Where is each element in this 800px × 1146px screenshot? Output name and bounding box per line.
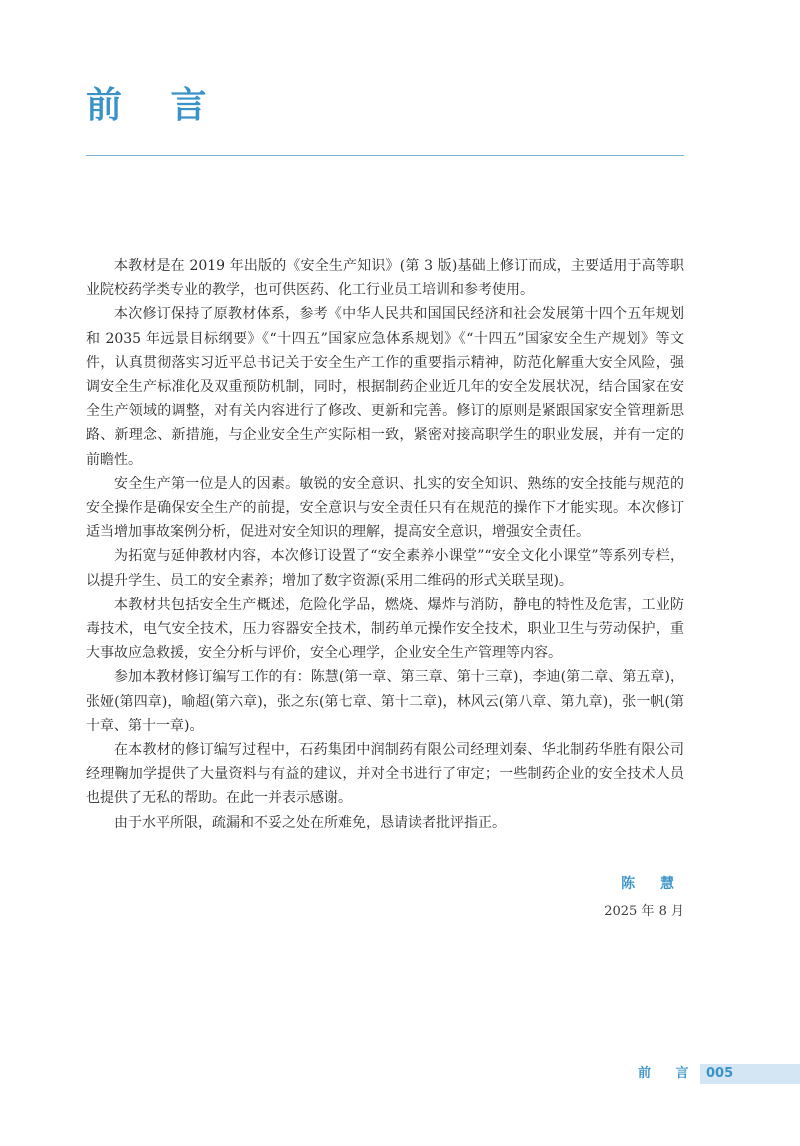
signature-date: 2025 年 8 月 bbox=[604, 904, 684, 919]
paragraph-3: 安全生产第一位是人的因素。敏锐的安全意识、扎实的安全知识、熟练的安全技能与规范的安全操作是确保安全生产的前提，安全意识与安全责任只有在规范的操作下才能实现。本次修订适当增加事故案例分析，促进对安全知识的理解，提高安全意识，增强安全责任。 bbox=[86, 475, 684, 541]
author-signature: 陈 慧 bbox=[621, 876, 684, 892]
paragraph-5: 本教材共包括安全生产概述，危险化学品，燃烧、爆炸与消防，静电的特性及危害，工业防毒技术，电气安全技术，压力容器安全技术，制药单元操作安全技术，职业卫生与劳动保护，重大事故应急救援，安全分析与评价，安全心理学，企业安全生产管理等内容。 bbox=[86, 596, 684, 662]
page-number: 005 bbox=[706, 1066, 734, 1081]
paragraph-6: 参加本教材修订编写工作的有：陈慧(第一章、第三章、第十三章)，李迪(第二章、第五章)，张娅(第四章)，喻超(第六章)，张之东(第七章、第十二章)，林风云(第八章、第九章)，张一帆(第十章、第十一章)。 bbox=[86, 669, 684, 734]
title-divider bbox=[86, 155, 684, 156]
footer-section-label: 前 言 bbox=[638, 1066, 699, 1081]
paragraph-4: 为拓宽与延伸教材内容，本次修订设置了“安全素养小课堂”“安全文化小课堂”等系列专栏，以提升学生、员工的安全素养；增加了数字资源(采用二维码的形式关联呈现)。 bbox=[86, 548, 684, 589]
paragraph-7: 在本教材的修订编写过程中，石药集团中润制药有限公司经理刘秦、华北制药华胜有限公司经理鞠加学提供了大量资料与有益的建议，并对全书进行了审定；一些制药企业的安全技术人员也提供了无私的帮助。在此一并表示感谢。 bbox=[86, 742, 684, 807]
page-title: 前 言 bbox=[86, 85, 225, 126]
paragraph-1: 本教材是在 2019 年出版的《安全生产知识》(第 3 版)基础上修订而成，主要适用于高等职业院校药学类专业的教学，也可供医药、化工行业员工培训和参考使用。 bbox=[86, 258, 684, 299]
preface-body bbox=[86, 254, 684, 835]
paragraph-8: 由于水平所限，疏漏和不妥之处在所难免，恳请读者批评指正。 bbox=[114, 814, 506, 831]
paragraph-2: 本次修订保持了原教材体系，参考《中华人民共和国国民经济和社会发展第十四个五年规划和 2035 年远景目标纲要》《“十四五”国家应急体系规划》《“十四五”国家安全生产规划》等文件，认真贯彻落实习近平总书记关于安全生产工作的重要指示精神，防范化解重大安全风险，强调安全生产标准化及双重预防机制，同时，根据制药企业近几年的安全发展状况，结合国家在安全生产领域的调整，对有关内容进行了修改、更新和完善。修订的原则是紧跟国家安全管理新思路、新理念、新措施，与企业安全生产实际相一致，紧密对接高职学生的职业发展，并有一定的前瞻性。 bbox=[86, 306, 684, 468]
